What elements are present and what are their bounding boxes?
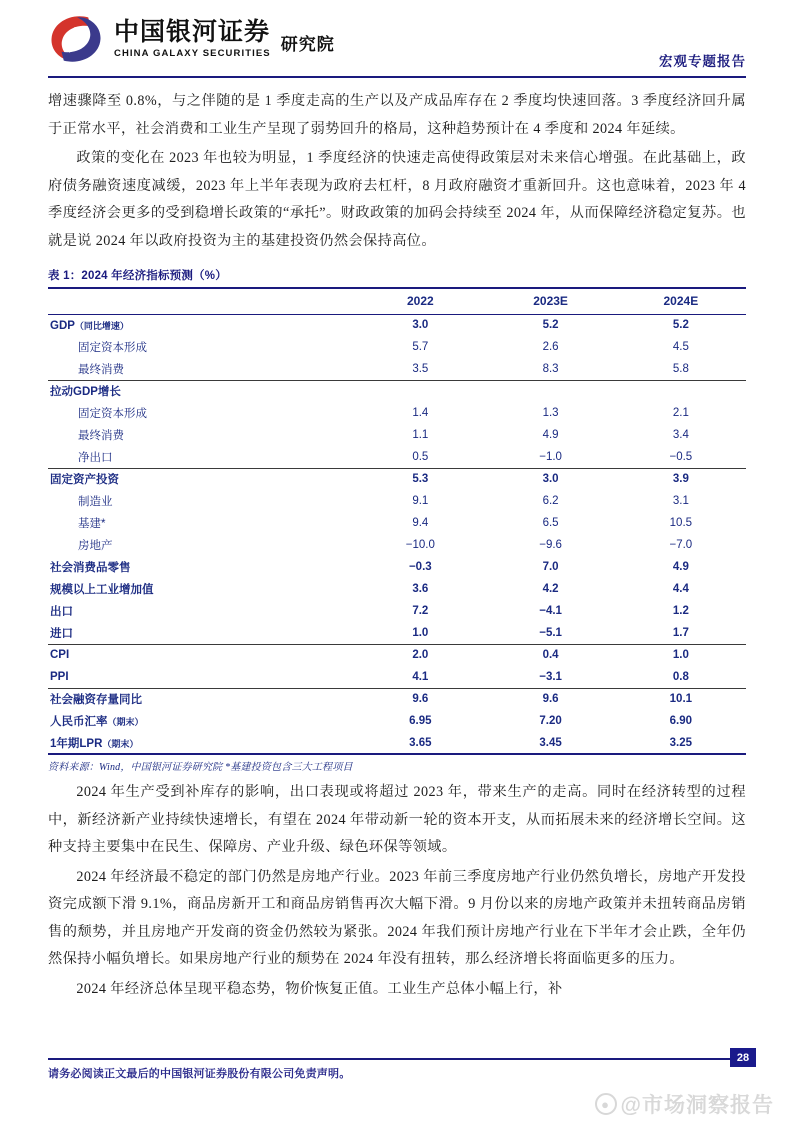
table-row bbox=[48, 380, 746, 402]
table-cell-value: 3.65 bbox=[355, 732, 485, 754]
table-cell-value: −0.5 bbox=[669, 450, 693, 463]
table-row-label-note: （期末） bbox=[107, 717, 144, 727]
table-row-label: 固定资本形成 bbox=[78, 342, 147, 354]
table-header-row bbox=[48, 288, 746, 314]
table-cell-value bbox=[485, 380, 615, 402]
brand-block bbox=[48, 14, 335, 64]
table-cell-value: 6.2 bbox=[542, 495, 559, 507]
table-row bbox=[48, 688, 746, 710]
table-cell-value: 0.5 bbox=[412, 450, 429, 463]
watermark bbox=[595, 1089, 774, 1119]
table-row bbox=[48, 446, 746, 468]
table-row bbox=[48, 358, 746, 380]
disclaimer-text: 请务必阅读正文最后的中国银河证券股份有限公司免责声明。 bbox=[48, 1068, 351, 1080]
table-row-label: 出口 bbox=[50, 606, 73, 618]
table-cell-value: 6.90 bbox=[669, 715, 693, 727]
page-footer bbox=[0, 1051, 794, 1081]
table-row-label: 制造业 bbox=[78, 496, 113, 508]
table-block bbox=[48, 267, 746, 773]
table-cell-value: 2.6 bbox=[542, 341, 559, 353]
table-caption: 表 1：2024 年经济指标预测（%） bbox=[48, 270, 227, 282]
table-row bbox=[48, 490, 746, 512]
paragraph-5: 2024 年经济总体呈现平稳态势，物价恢复正值。工业生产总体小幅上行，补 bbox=[76, 980, 563, 997]
table-cell-value: −5.1 bbox=[539, 626, 562, 639]
table-row bbox=[48, 666, 746, 688]
table-row bbox=[48, 556, 746, 578]
table-row bbox=[48, 314, 746, 336]
table-row bbox=[48, 600, 746, 622]
table-cell-value: 10.5 bbox=[669, 517, 693, 529]
table-cell-value: 10.1 bbox=[616, 688, 746, 710]
table-cell-value: 1.4 bbox=[412, 407, 429, 419]
table-cell-value: 0.4 bbox=[485, 644, 615, 666]
table-row-label: 进口 bbox=[50, 627, 73, 640]
table-cell-value: 3.45 bbox=[485, 732, 615, 754]
galaxy-swirl-logo-icon bbox=[48, 14, 104, 64]
table-row bbox=[48, 534, 746, 556]
report-type-label: 宏观专题报告 bbox=[659, 54, 746, 69]
table-cell-value: 1.0 bbox=[412, 626, 429, 639]
table-cell-value: −3.1 bbox=[539, 670, 562, 683]
brand-subtitle: 研究院 bbox=[280, 34, 335, 54]
table-cell-value: 7.0 bbox=[542, 561, 559, 573]
table-cell-value: 6.5 bbox=[542, 517, 559, 529]
table-cell-value: 4.4 bbox=[672, 583, 689, 595]
table-row-label: 社会消费品零售 bbox=[50, 562, 131, 574]
table-cell-value: −1.0 bbox=[539, 450, 562, 463]
table-cell-value: 3.1 bbox=[672, 495, 689, 507]
header-divider bbox=[48, 76, 746, 78]
table-cell-value: 4.1 bbox=[412, 670, 429, 683]
table-cell-value: −9.6 bbox=[539, 539, 562, 551]
table-col-header-2022: 2022 bbox=[355, 288, 485, 314]
table-row-label: 拉动GDP增长 bbox=[48, 380, 355, 402]
table-cell-value: 7.2 bbox=[412, 605, 429, 617]
brand-name-en: CHINA GALAXY SECURITIES bbox=[114, 47, 271, 59]
table-cell-value: 3.0 bbox=[485, 468, 615, 490]
paw-icon: ● bbox=[595, 1093, 617, 1115]
table-row-label: CPI bbox=[48, 644, 355, 666]
table-cell-value bbox=[616, 380, 746, 402]
table-cell-value: 5.8 bbox=[672, 362, 689, 375]
table-body bbox=[48, 314, 746, 754]
table-cell-value: 5.7 bbox=[412, 341, 429, 353]
table-cell-value: −7.0 bbox=[669, 539, 693, 551]
table-cell-value: 2.0 bbox=[355, 644, 485, 666]
table-row-label: GDP（同比增速） bbox=[50, 319, 129, 332]
table-row-label-note: （同比增速） bbox=[74, 320, 129, 331]
table-cell-value: 6.95 bbox=[409, 715, 432, 727]
table-cell-value: −0.3 bbox=[408, 561, 432, 573]
table-row-label: 1年期LPR（期末） bbox=[48, 732, 355, 754]
table-cell-value: 1.7 bbox=[672, 626, 689, 639]
table-col-header-2023e: 2023E bbox=[485, 288, 615, 314]
page-header bbox=[0, 0, 794, 88]
table-row bbox=[48, 424, 746, 446]
table-cell-value: 7.20 bbox=[539, 715, 562, 727]
table-cell-value: 4.5 bbox=[672, 341, 689, 353]
paragraph-1: 增速骤降至 0.8%，与之伴随的是 1 季度走高的生产以及产成品库存在 2 季度均快速回落。3 季度经济回升属于正常水平，社会消费和工业生产呈现了弱势回升的格局，这种趋势预计在 4 季度和 2024 年延续。 bbox=[48, 93, 746, 137]
table-cell-value: 5.2 bbox=[542, 319, 559, 332]
watermark-text: @市场洞察报告 bbox=[620, 1094, 774, 1117]
paragraph-2: 政策的变化在 2023 年也较为明显，1 季度经济的快速走高使得政策层对未来信心增强。在此基础上，政府债务融资速度减缓，2023 年上半年表现为政府去杠杆，8 月政府融资才重新回升。这也意味着，2023 年 4 季度经济会更多的受到稳增长政策的“承托”。财政政策的加码会持续至 2024 年，从而保障经济稳定复苏。也就是说 2024 年以政府投资为主的基建投资仍然会保持高位。 bbox=[48, 150, 746, 249]
paragraph-4: 2024 年经济最不稳定的部门仍然是房地产行业。2023 年前三季度房地产行业仍然负增长，房地产开发投资完成额下滑 9.1%，商品房新开工和商品房销售再次大幅下滑。9 月份以来的房地产政策并未扭转商品房销售的颓势，并且房地产开发商的资金仍然较为紧张。2024 年我们预计房地产行业在下半年才会止跌，全年仍然保持小幅负增长。如果房地产行业的颓势在 2024 年没有扭转，那么经济增长将面临更多的压力。 bbox=[48, 868, 746, 967]
table-row bbox=[48, 402, 746, 424]
table-row-label: PPI bbox=[50, 670, 69, 683]
table-row bbox=[48, 710, 746, 732]
table-row bbox=[48, 336, 746, 358]
table-cell-value: 4.9 bbox=[542, 429, 559, 441]
table-row-label: 人民币汇率（期末） bbox=[50, 716, 144, 728]
table-row-label: 固定资产投资 bbox=[48, 468, 355, 490]
page-number-badge: 28 bbox=[730, 1048, 756, 1067]
economic-forecast-table bbox=[48, 287, 746, 755]
table-cell-value: 3.0 bbox=[412, 319, 429, 332]
table-cell-value: 3.9 bbox=[616, 468, 746, 490]
table-cell-value: 5.2 bbox=[672, 319, 689, 332]
table-col-header-2024e: 2024E bbox=[616, 288, 746, 314]
table-cell-value bbox=[355, 380, 485, 402]
table-row bbox=[48, 732, 746, 754]
table-row-label: 最终消费 bbox=[78, 430, 124, 442]
table-row-label: 净出口 bbox=[78, 451, 113, 464]
table-cell-value: 2.1 bbox=[672, 407, 689, 419]
table-cell-value: 1.1 bbox=[412, 429, 429, 441]
table-cell-value: 1.0 bbox=[616, 644, 746, 666]
table-cell-value: 3.5 bbox=[412, 362, 429, 375]
table-cell-value: 9.6 bbox=[485, 688, 615, 710]
table-row bbox=[48, 578, 746, 600]
table-cell-value: 3.25 bbox=[616, 732, 746, 754]
table-cell-value: −4.1 bbox=[539, 605, 562, 617]
table-cell-value: 1.2 bbox=[672, 605, 689, 617]
brand-name-cn: 中国银河证券 bbox=[114, 18, 271, 47]
table-row-label: 固定资本形成 bbox=[78, 408, 147, 420]
table-row bbox=[48, 512, 746, 534]
paragraph-3: 2024 年生产受到补库存的影响，出口表现或将超过 2023 年，带来生产的走高。同时在经济转型的过程中，新经济新产业持续快速增长，有望在 2024 年带动新一轮的资本开支，从而拓展未来的经济增长空间。这种支持主要集中在民生、保障房、产业升级、绿色环保等领域。 bbox=[48, 784, 746, 855]
table-row-label: 基建* bbox=[78, 518, 106, 530]
table-cell-value: 1.3 bbox=[542, 407, 559, 419]
page-content bbox=[0, 88, 794, 1003]
table-row-label-note: （期末） bbox=[102, 738, 139, 749]
table-row bbox=[48, 644, 746, 666]
table-row-label: 规模以上工业增加值 bbox=[50, 584, 154, 596]
table-cell-value: 5.3 bbox=[355, 468, 485, 490]
table-cell-value: −10.0 bbox=[405, 539, 435, 551]
table-cell-value: 9.6 bbox=[355, 688, 485, 710]
table-col-header-0 bbox=[48, 288, 355, 314]
table-cell-value: 3.4 bbox=[672, 429, 689, 441]
footer-divider bbox=[48, 1058, 746, 1060]
table-row-label: 社会融资存量同比 bbox=[48, 688, 355, 710]
table-cell-value: 9.4 bbox=[412, 517, 429, 529]
table-cell-value: 0.8 bbox=[672, 670, 689, 683]
table-cell-value: 8.3 bbox=[542, 362, 559, 375]
table-row-label: 最终消费 bbox=[78, 363, 124, 376]
table-row-label: 房地产 bbox=[78, 540, 113, 552]
table-source-note: 资料来源：Wind，中国银河证券研究院 *基建投资包含三大工程项目 bbox=[48, 762, 353, 773]
table-cell-value: 9.1 bbox=[412, 495, 429, 507]
table-cell-value: 3.6 bbox=[412, 583, 429, 595]
table-row bbox=[48, 468, 746, 490]
table-row bbox=[48, 622, 746, 644]
table-cell-value: 4.9 bbox=[672, 561, 689, 573]
table-cell-value: 4.2 bbox=[542, 583, 559, 595]
